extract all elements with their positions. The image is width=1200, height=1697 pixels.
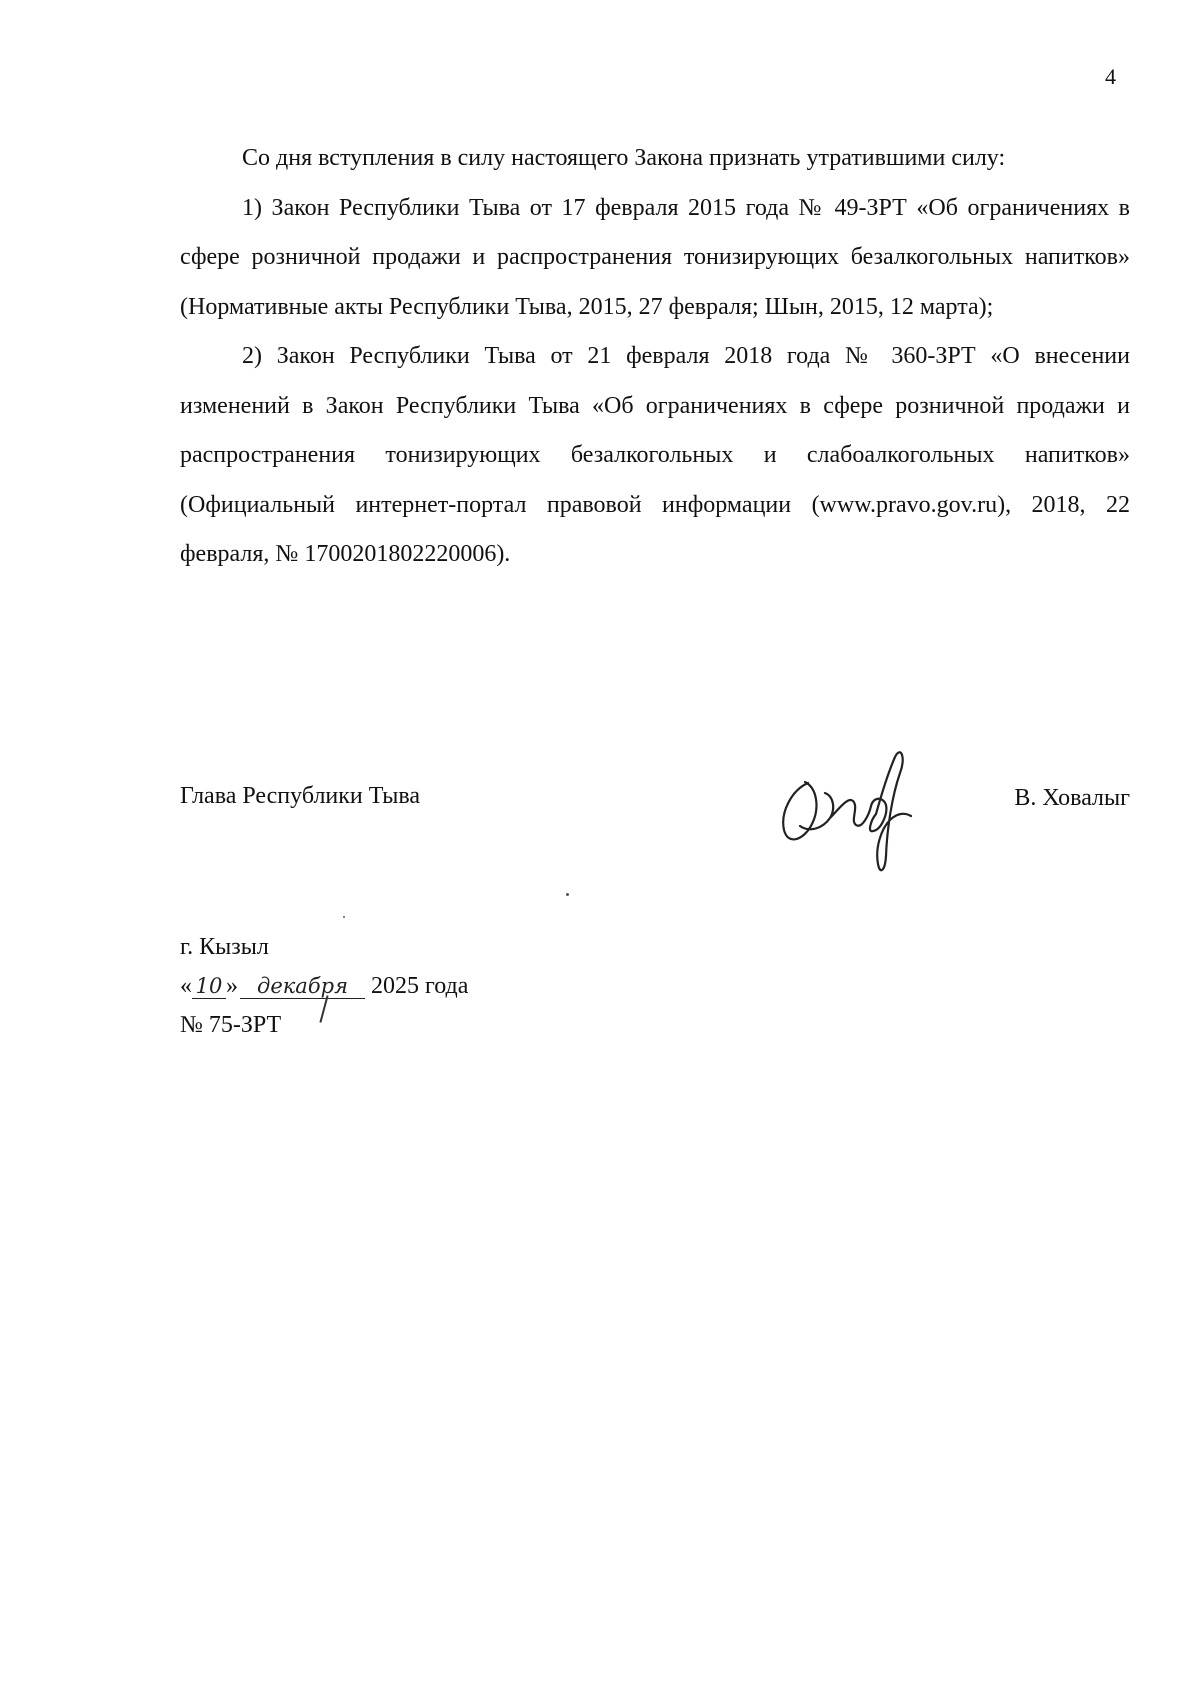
intro-paragraph: Со дня вступления в силу настоящего Закона признать утратившими силу: [242, 145, 1006, 171]
signatory-name: В. Ховалыг [1014, 785, 1130, 811]
law-number: № 75-ЗРТ [180, 1012, 282, 1038]
date-close-quote: » [226, 973, 238, 999]
handwritten-signature-icon [760, 738, 930, 883]
date-month: декабря [240, 974, 365, 999]
enactment-details [180, 928, 468, 1045]
date-day: 10 [192, 974, 226, 999]
page-number: 4 [1105, 64, 1116, 89]
scan-dot-mark [566, 893, 569, 896]
scan-dot-mark-small [343, 916, 345, 918]
repealed-law-item-1: 1) Закон Республики Тыва от 17 февраля 2015 года № 49-ЗРТ «Об ограничениях в сфере розничной продажи и распространения тонизирующих безалкогольных напитков» (Нормативные акты Республики Тыва, 2015, 27 февраля; Шын, 2015, 12 марта); [180, 194, 1130, 320]
date-open-quote: « [180, 973, 192, 999]
signatory-title: Глава Республики Тыва [180, 783, 421, 809]
enactment-place: г. Кызыл [180, 934, 269, 960]
date-year: 2025 года [371, 973, 469, 999]
repealed-law-item-2: 2) Закон Республики Тыва от 21 февраля 2018 года № 360-ЗРТ «О внесении изменений в Закон Республики Тыва «Об ограничениях в сфере розничной продажи и распространения тонизирующих безалкогольных и слабоалкогольных напитков» (Официальный интернет-портал правовой информации (www.pravo.gov.ru), 2018, 22 февраля, № 1700201802220006). [180, 343, 1130, 567]
document-body [180, 134, 1130, 580]
